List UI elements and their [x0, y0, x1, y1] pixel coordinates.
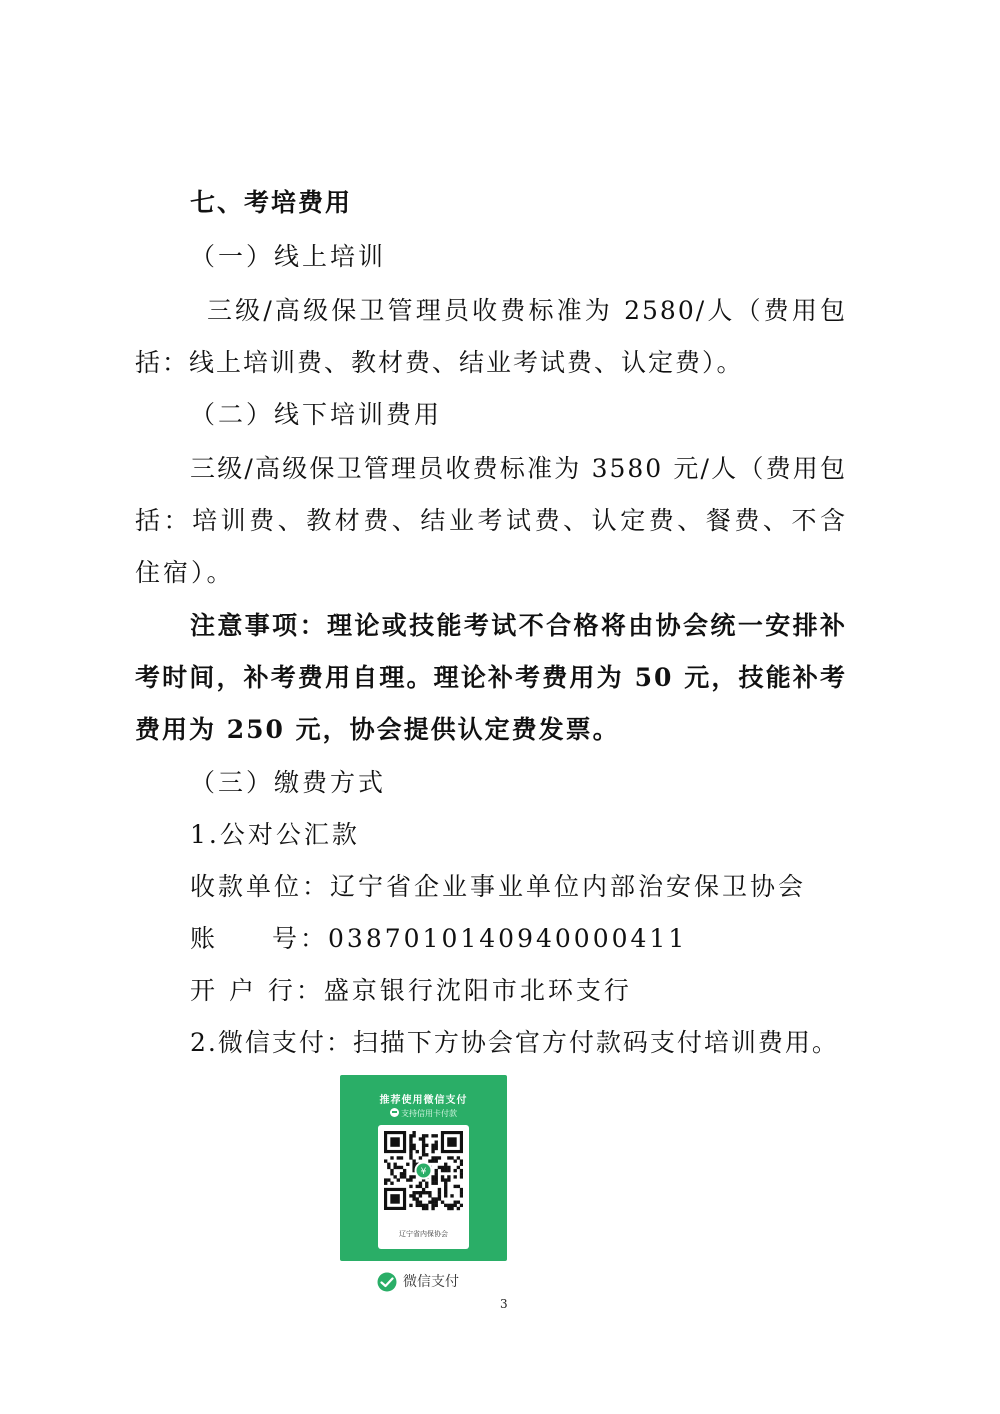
online-subheading: （一）线上培训	[190, 242, 387, 271]
method-1-title: 1.公对公汇款	[190, 820, 360, 849]
online-fee-line-1: 三级/高级保卫管理员收费标准为 2580/人（费用包	[207, 296, 847, 325]
qr-card-title: 推荐使用微信支付	[379, 1095, 468, 1106]
bank-value: 盛京银行沈阳市北环支行	[323, 976, 632, 1005]
bank-row	[190, 974, 632, 1008]
qr-card-subtitle: 支持信用卡付款	[401, 1109, 457, 1118]
svg-text:¥: ¥	[420, 1167, 427, 1177]
wechat-logo-icon	[375, 1272, 399, 1292]
offline-fee-line-3: 住宿）。	[135, 558, 235, 587]
qr-code-panel	[378, 1125, 469, 1249]
qr-code-icon	[384, 1131, 463, 1223]
account-label-a: 账	[190, 924, 219, 953]
offline-fee-line-1: 三级/高级保卫管理员收费标准为 3580 元/人（费用包	[190, 454, 847, 483]
payee-value: 辽宁省企业事业单位内部治安保卫协会	[330, 872, 807, 901]
wechat-pay-card	[340, 1075, 507, 1261]
qr-card-subtitle-row	[340, 1108, 507, 1119]
page-number: 3	[500, 1297, 508, 1311]
account-row	[190, 922, 687, 956]
wechat-pay-brand-label: 微信支付	[403, 1274, 459, 1290]
notice-line-3: 费用为 250 元，协会提供认定费发票。	[135, 715, 620, 744]
notice-line-1: 注意事项：理论或技能考试不合格将由协会统一安排补	[190, 611, 847, 640]
account-label-b: 号：	[272, 924, 329, 953]
qr-org-name: 辽宁省内保协会	[399, 1230, 448, 1238]
online-fee-line-2: 括：线上培训费、教材费、结业考试费、认定费）。	[135, 348, 744, 377]
notice-line-2: 考时间，补考费用自理。理论补考费用为 50 元，技能补考	[135, 663, 847, 692]
wechat-pay-brand	[375, 1271, 459, 1293]
payee-label: 收款单位：	[190, 872, 331, 901]
credit-card-icon	[390, 1108, 399, 1117]
payment-subheading: （三）缴费方式	[190, 768, 387, 797]
offline-subheading: （二）线下培训费用	[190, 400, 443, 429]
offline-fee-line-2: 括：培训费、教材费、结业考试费、认定费、餐费、不含	[135, 506, 847, 535]
bank-label: 开 户 行：	[190, 976, 324, 1005]
section-heading: 七、考培费用	[190, 188, 353, 217]
method-2: 2.微信支付：扫描下方协会官方付款码支付培训费用。	[190, 1028, 839, 1057]
payee-row	[190, 870, 806, 904]
account-value: 0387010140940000411	[328, 924, 688, 953]
